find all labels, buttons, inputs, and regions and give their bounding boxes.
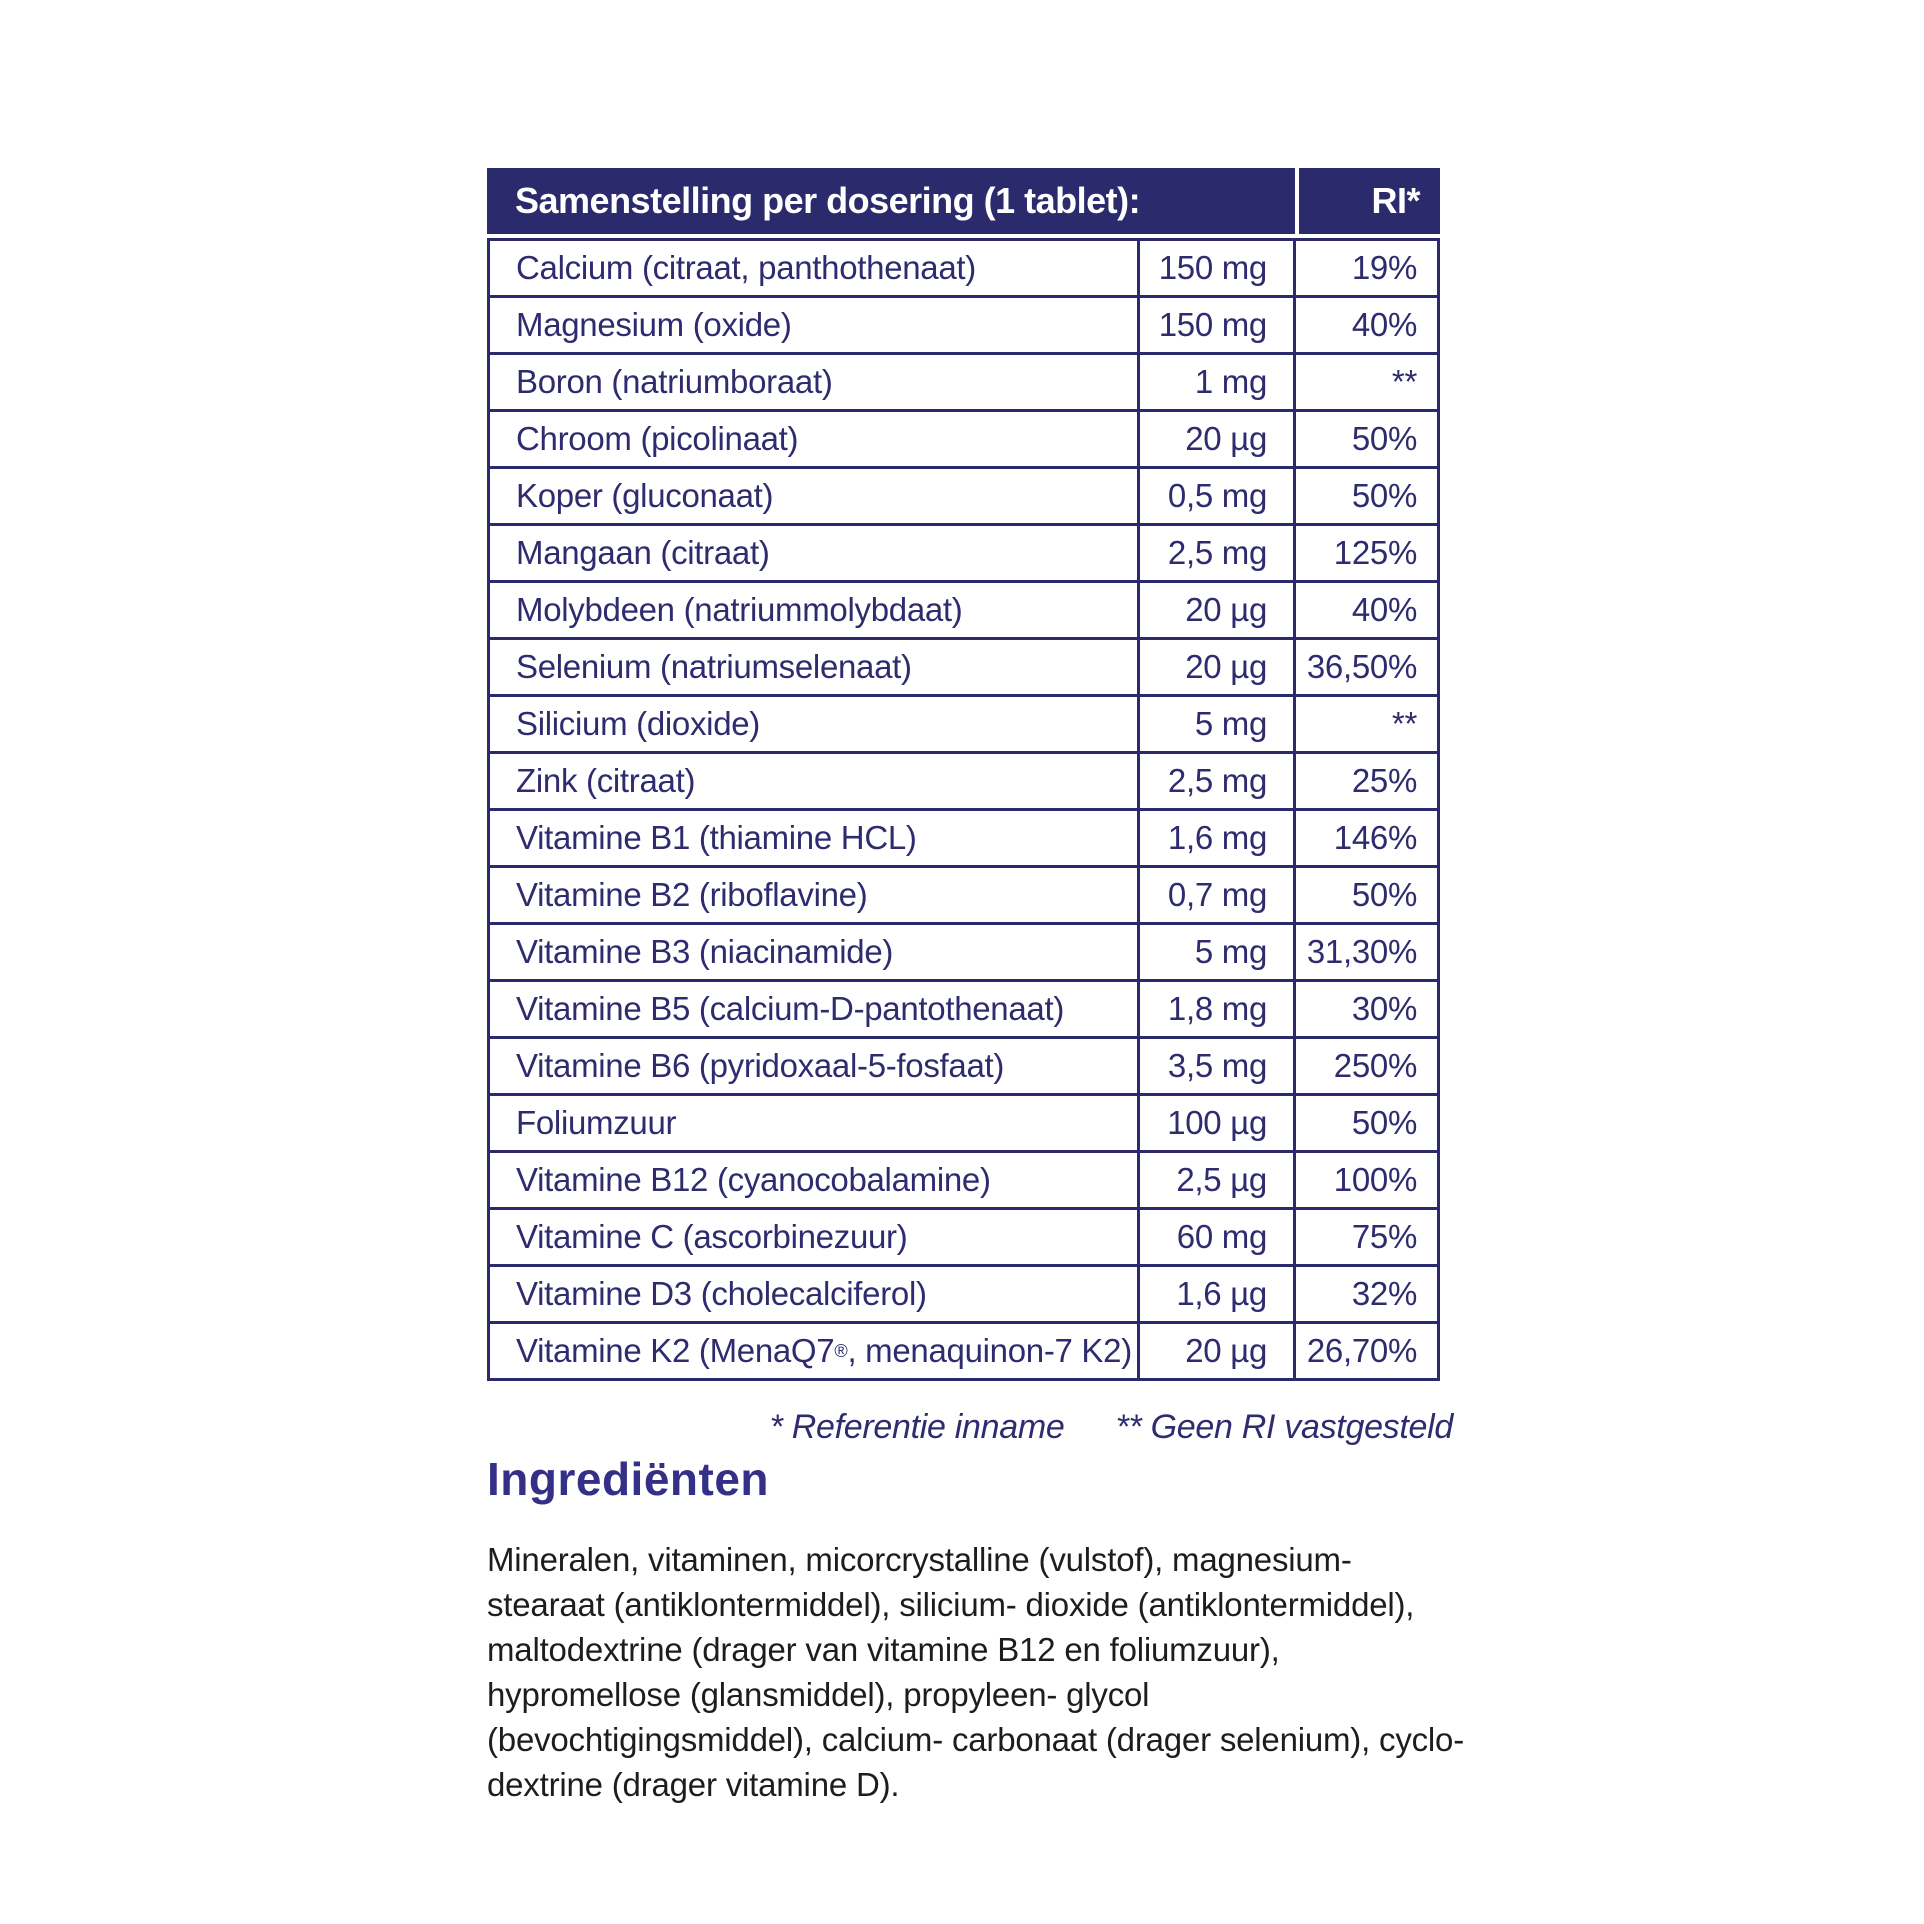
nutrient-amount: 5 mg [1140, 697, 1293, 751]
nutrient-ri-percent: 30% [1296, 982, 1437, 1036]
nutrient-amount: 2,5 mg [1140, 754, 1293, 808]
nutrient-ri-percent: 125% [1296, 526, 1437, 580]
nutrient-ri-percent: 75% [1296, 1210, 1437, 1264]
nutrient-name: Vitamine B5 (calcium-D-pantothenaat) [490, 982, 1137, 1036]
nutrient-ri-percent: 50% [1296, 868, 1437, 922]
nutrient-name: Foliumzuur [490, 1096, 1137, 1150]
nutrient-name: Chroom (picolinaat) [490, 412, 1137, 466]
nutrient-name: Vitamine B6 (pyridoxaal-5-fosfaat) [490, 1039, 1137, 1093]
nutrient-amount: 20 µg [1140, 640, 1293, 694]
nutrient-ri-percent: 26,70% [1296, 1324, 1437, 1378]
nutrient-name: Silicium (dioxide) [490, 697, 1137, 751]
nutrient-name: Boron (natriumboraat) [490, 355, 1137, 409]
ingredients-heading: Ingrediënten [487, 1453, 770, 1505]
nutrient-ri-percent: 19% [1296, 241, 1437, 295]
nutrient-name: Vitamine D3 (cholecalciferol) [490, 1267, 1137, 1321]
footnote-reference-intake: * Referentie inname [769, 1408, 1065, 1446]
table-header-ri: RI* [1299, 168, 1440, 234]
nutrient-amount: 1,8 mg [1140, 982, 1293, 1036]
nutrient-amount: 1 mg [1140, 355, 1293, 409]
footnote-no-ri: ** Geen RI vastgesteld [1115, 1408, 1453, 1446]
nutrient-ri-percent: 31,30% [1296, 925, 1437, 979]
nutrient-name: Vitamine C (ascorbinezuur) [490, 1210, 1137, 1264]
table-footnote [487, 1408, 1453, 1447]
nutrient-ri-percent: 146% [1296, 811, 1437, 865]
nutrient-name: Zink (citraat) [490, 754, 1137, 808]
nutrient-amount: 2,5 µg [1140, 1153, 1293, 1207]
nutrient-amount: 20 µg [1140, 412, 1293, 466]
nutrient-ri-percent: 100% [1296, 1153, 1437, 1207]
nutrient-ri-percent: ** [1296, 697, 1437, 751]
nutrient-name: Vitamine B2 (riboflavine) [490, 868, 1137, 922]
nutrient-name: Vitamine B1 (thiamine HCL) [490, 811, 1137, 865]
nutrient-name: Vitamine K2 (MenaQ7 ® , menaquinon-7 K2) [490, 1324, 1137, 1378]
nutrient-name: Mangaan (citraat) [490, 526, 1137, 580]
nutrient-ri-percent: 50% [1296, 469, 1437, 523]
nutrient-name: Calcium (citraat, panthothenaat) [490, 241, 1137, 295]
nutrient-name: Magnesium (oxide) [490, 298, 1137, 352]
nutrient-name: Vitamine B3 (niacinamide) [490, 925, 1137, 979]
table-header-title: Samenstelling per dosering (1 tablet): [487, 168, 1295, 234]
nutrient-ri-percent: 250% [1296, 1039, 1437, 1093]
nutrient-ri-percent: 50% [1296, 1096, 1437, 1150]
nutrient-amount: 3,5 mg [1140, 1039, 1293, 1093]
composition-table [487, 168, 1440, 1381]
nutrient-amount: 2,5 mg [1140, 526, 1293, 580]
nutrient-amount: 150 mg [1140, 241, 1293, 295]
nutrient-amount: 20 µg [1140, 1324, 1293, 1378]
nutrient-ri-percent: ** [1296, 355, 1437, 409]
nutrient-name: Koper (gluconaat) [490, 469, 1137, 523]
nutrient-amount: 0,5 mg [1140, 469, 1293, 523]
ingredients-paragraph: Mineralen, vitaminen, micorcrystalline (vulstof), magnesium- stearaat (antiklontermiddel), silicium- dioxide (antiklontermiddel), maltodextrine (drager van vitamine B12 en foliumzuur), hypromellose (glansmiddel), propyleen- glycol (bevochtigingsmiddel), calcium- carbonaat (drager selenium), cyclo- dextrine (drager vitamine D). [487, 1541, 1465, 1803]
nutrient-ri-percent: 25% [1296, 754, 1437, 808]
nutrient-name: Vitamine B12 (cyanocobalamine) [490, 1153, 1137, 1207]
nutrient-amount: 100 µg [1140, 1096, 1293, 1150]
nutrient-ri-percent: 50% [1296, 412, 1437, 466]
nutrient-amount: 1,6 mg [1140, 811, 1293, 865]
nutrient-amount: 0,7 mg [1140, 868, 1293, 922]
nutrient-amount: 150 mg [1140, 298, 1293, 352]
nutrient-name: Molybdeen (natriummolybdaat) [490, 583, 1137, 637]
nutrient-ri-percent: 40% [1296, 583, 1437, 637]
composition-table-header [487, 168, 1440, 234]
nutrient-amount: 20 µg [1140, 583, 1293, 637]
nutrient-ri-percent: 40% [1296, 298, 1437, 352]
composition-table-body [487, 238, 1440, 1381]
nutrient-amount: 5 mg [1140, 925, 1293, 979]
nutrient-ri-percent: 32% [1296, 1267, 1437, 1321]
nutrient-ri-percent: 36,50% [1296, 640, 1437, 694]
nutrient-amount: 60 mg [1140, 1210, 1293, 1264]
nutrient-name: Selenium (natriumselenaat) [490, 640, 1137, 694]
nutrient-amount: 1,6 µg [1140, 1267, 1293, 1321]
